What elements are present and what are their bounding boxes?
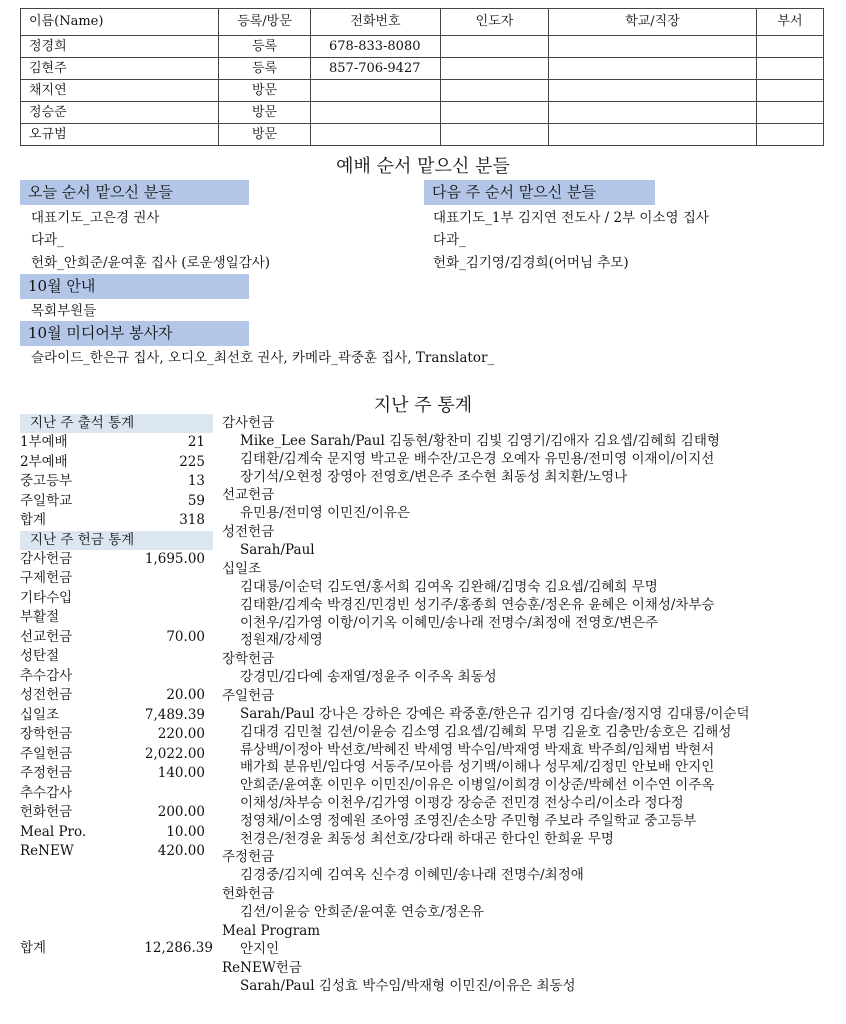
header-type: 등록/방문 xyxy=(219,9,311,36)
stat-row xyxy=(20,472,213,492)
stat-value: 10.00 xyxy=(166,823,205,840)
stat-row xyxy=(20,511,213,531)
registration-header-row xyxy=(21,9,824,36)
stat-row xyxy=(20,706,213,726)
cell-department xyxy=(757,102,824,124)
stat-value: 140.00 xyxy=(157,765,205,781)
stat-label: 선교헌금 xyxy=(20,628,73,645)
cell-school-work xyxy=(549,124,757,146)
stat-row xyxy=(20,667,213,687)
offering-header: 지난 주 헌금 통계 xyxy=(20,531,213,550)
header-department: 부서 xyxy=(757,9,824,36)
next-line: 다과_ xyxy=(433,232,466,248)
donor-names-line: 강경민/김다예 송재열/정윤주 이주옥 최동성 xyxy=(240,669,497,686)
offering-list xyxy=(20,550,213,862)
header-referrer: 인도자 xyxy=(441,9,549,36)
stat-label: 십일조 xyxy=(20,706,60,723)
header-name: 이름(Name) xyxy=(21,9,219,36)
cell-referrer xyxy=(441,58,549,80)
cell-phone: 678-833-8080 xyxy=(311,36,441,58)
donor-names-line: Sarah/Paul 강나은 강하은 강예은 곽중훈/한은규 김기영 김다솔/정지영 김대룡/이순덕 xyxy=(240,705,750,722)
registration-row xyxy=(21,124,824,146)
cell-department xyxy=(757,36,824,58)
donor-category: 헌화헌금 xyxy=(222,886,275,903)
donor-category: ReNEW헌금 xyxy=(222,959,302,976)
stat-row xyxy=(20,492,213,512)
donor-names-line: Sarah/Paul xyxy=(240,542,315,559)
cell-type: 방문 xyxy=(219,102,311,124)
stat-value: 200.00 xyxy=(157,804,205,820)
donor-names-line: 이채성/차부승 이천우/김가영 이평강 장승준 전민경 전상수리/이소라 정다정 xyxy=(240,794,684,811)
cell-referrer xyxy=(441,36,549,58)
media-volunteers-header: 10월 미디어부 봉사자 xyxy=(20,321,249,346)
today-line: 대표기도_고은경 권사 xyxy=(31,210,160,226)
donor-names-line: 류상백/이정아 박선호/박혜진 박세영 박수임/박재영 박재효 박주희/임채범 박현서 xyxy=(240,741,715,758)
cell-name: 오규범 xyxy=(21,124,219,146)
stat-value: 70.00 xyxy=(166,628,205,645)
stat-value xyxy=(205,784,213,804)
cell-name: 채지연 xyxy=(21,80,219,102)
donor-names-line: 김태환/김계숙 문지영 박고운 배수잔/고은경 오예자 유민용/전미영 이재이/이지선 xyxy=(240,450,715,467)
next-order-header: 다음 주 순서 맡으신 분들 xyxy=(424,180,655,205)
stat-label: 구제헌금 xyxy=(20,570,73,586)
next-line: 헌화_김기영/김경희(어머님 추모) xyxy=(433,255,629,271)
stat-row xyxy=(20,628,213,648)
stat-label: 1부예배 xyxy=(20,434,68,450)
stat-label: 헌화헌금 xyxy=(20,804,73,820)
stat-label: 장학헌금 xyxy=(20,726,73,742)
next-line: 대표기도_1부 김지연 전도사 / 2부 이소영 집사 xyxy=(433,210,709,226)
donor-category: Meal Program xyxy=(222,922,321,939)
stat-label: 중고등부 xyxy=(20,473,73,489)
cell-name: 정경희 xyxy=(21,36,219,58)
stat-value xyxy=(205,589,213,609)
donor-category: 선교헌금 xyxy=(222,487,275,504)
stat-value: 1,695.00 xyxy=(144,550,205,567)
attendance-list xyxy=(20,433,213,531)
stat-value: 225 xyxy=(179,453,205,470)
registration-table xyxy=(20,8,824,146)
offering-total-value: 12,286.39 xyxy=(144,939,213,956)
registration-row xyxy=(21,58,824,80)
donor-names-line: 배가희 분유빈/임다영 서동주/모아름 성기백/이해나 성무제/김정민 안보배 안지인 xyxy=(240,759,715,776)
cell-type: 등록 xyxy=(219,58,311,80)
stat-label: 주일헌금 xyxy=(20,745,73,762)
stat-row xyxy=(20,453,213,473)
stat-value: 2,022.00 xyxy=(144,745,205,762)
stat-row xyxy=(20,803,213,823)
cell-name: 정승준 xyxy=(21,102,219,124)
stats-title: 지난 주 통계 xyxy=(373,395,473,416)
stat-label: 성전헌금 xyxy=(20,687,73,703)
stat-row xyxy=(20,725,213,745)
stat-label: 추수감사 xyxy=(20,784,73,801)
stat-row xyxy=(20,550,213,570)
cell-name: 김현주 xyxy=(21,58,219,80)
offering-total-label: 합계 xyxy=(20,939,47,956)
stat-value xyxy=(205,647,213,667)
stat-row xyxy=(20,764,213,784)
donor-category: 십일조 xyxy=(222,560,262,577)
stat-label: 추수감사 xyxy=(20,667,73,684)
stat-value: 220.00 xyxy=(157,726,205,742)
today-line: 헌화_안희준/윤여훈 집사 (로운생일감사) xyxy=(31,255,271,271)
stat-label: 주일학교 xyxy=(20,492,73,509)
stat-row xyxy=(20,589,213,609)
stat-row xyxy=(20,433,213,453)
attendance-header: 지난 주 출석 통계 xyxy=(20,414,213,433)
stat-value xyxy=(205,667,213,687)
donor-names-line: 김경중/김지예 김여옥 신수경 이혜민/송나래 전명수/최정애 xyxy=(240,867,584,884)
donor-names-line: 정원재/강세영 xyxy=(240,632,323,649)
cell-phone xyxy=(311,80,441,102)
stats-summary-column xyxy=(20,414,213,958)
cell-type: 방문 xyxy=(219,124,311,146)
cell-phone: 857-706-9427 xyxy=(311,58,441,80)
stat-value: 21 xyxy=(187,434,205,450)
donor-names-line: 김대경 김민철 김션/이윤승 김소영 김요셉/김혜희 무명 김윤호 김충만/송호은 김해성 xyxy=(240,723,732,740)
donor-names-line: Mike_Lee Sarah/Paul 김동현/황찬미 김빛 김영기/김애자 김요셉/김혜희 김태형 xyxy=(240,433,720,449)
cell-school-work xyxy=(549,80,757,102)
cell-type: 등록 xyxy=(219,36,311,58)
stat-row xyxy=(20,608,213,628)
donor-names-line: 김대룡/이순덕 김도연/홍서희 김여옥 김완해/김명숙 김요셉/김혜희 무명 xyxy=(240,578,658,595)
donor-category: 주일헌금 xyxy=(222,687,275,704)
stat-value xyxy=(205,608,213,628)
stat-label: 부활절 xyxy=(20,609,60,625)
cell-department xyxy=(757,58,824,80)
donor-category: 성전헌금 xyxy=(222,524,275,541)
stat-value: 420.00 xyxy=(157,843,205,859)
stat-label: Meal Pro. xyxy=(20,823,87,840)
stat-value: 13 xyxy=(187,473,205,489)
cell-school-work xyxy=(549,102,757,124)
october-notice-header: 10월 안내 xyxy=(20,274,249,299)
donor-names-line: 유민용/전미영 이민진/이유은 xyxy=(240,505,410,522)
donor-names-line: 김태환/김계숙 박경진/민경빈 성기주/홍종희 연승훈/정온유 윤혜은 이채성/차부승 xyxy=(240,596,715,613)
donor-names-line: 천경은/천경윤 최동성 최선호/강다래 하대곤 한다인 한희윤 무명 xyxy=(240,830,614,847)
registration-row xyxy=(21,36,824,58)
cell-phone xyxy=(311,124,441,146)
october-notice-line: 목회부원들 xyxy=(31,303,97,319)
stat-value: 20.00 xyxy=(166,687,205,703)
stat-label: 감사헌금 xyxy=(20,550,73,567)
donor-names-line: 장기석/오현정 장영아 전영호/변은주 조수현 최동성 최치환/노영나 xyxy=(240,468,628,485)
stat-value: 59 xyxy=(187,492,205,509)
cell-school-work xyxy=(549,36,757,58)
service-order-title: 예배 순서 맡으신 분들 xyxy=(336,156,510,177)
donor-names-line: 안희준/윤여훈 이민우 이민진/이유은 이병일/이희경 이상준/박혜선 이수연 이주옥 xyxy=(240,777,715,794)
stat-label: 합계 xyxy=(20,512,47,528)
stat-row xyxy=(20,647,213,667)
offering-total-row xyxy=(20,939,213,959)
donor-category: 주정헌금 xyxy=(222,849,275,866)
donor-names-line: 정영채/이소영 정예원 조아영 조영진/손소망 주민형 주보라 주일학교 중고등부 xyxy=(240,812,697,829)
donor-category: 감사헌금 xyxy=(222,415,275,431)
stat-row xyxy=(20,823,213,843)
today-order-header: 오늘 순서 맡으신 분들 xyxy=(20,180,249,205)
stat-value: 7,489.39 xyxy=(144,706,205,723)
donor-category: 장학헌금 xyxy=(222,651,275,668)
stat-label: 기타수입 xyxy=(20,589,73,606)
cell-department xyxy=(757,80,824,102)
stat-label: 2부예배 xyxy=(20,453,68,470)
stat-label: 주정헌금 xyxy=(20,765,73,781)
cell-department xyxy=(757,124,824,146)
stat-row xyxy=(20,686,213,706)
stat-row xyxy=(20,569,213,589)
donor-names-line: 김션/이윤승 안희준/윤여훈 연승호/정온유 xyxy=(240,904,484,921)
today-line: 다과_ xyxy=(31,232,64,248)
cell-referrer xyxy=(441,124,549,146)
stat-row xyxy=(20,745,213,765)
cell-referrer xyxy=(441,80,549,102)
cell-referrer xyxy=(441,102,549,124)
stat-label: ReNEW xyxy=(20,843,74,859)
donor-names-line: 안지인 xyxy=(240,940,280,957)
donor-names-line: Sarah/Paul 김성효 박수임/박재형 이민진/이유은 최동성 xyxy=(240,977,576,994)
stat-row xyxy=(20,842,213,862)
stat-value: 318 xyxy=(179,512,205,528)
registration-row xyxy=(21,102,824,124)
cell-type: 방문 xyxy=(219,80,311,102)
cell-school-work xyxy=(549,58,757,80)
stat-value xyxy=(205,569,213,589)
donor-list xyxy=(222,414,832,996)
header-school-work: 학교/직장 xyxy=(549,9,757,36)
registration-row xyxy=(21,80,824,102)
stat-label: 성탄절 xyxy=(20,648,60,664)
donor-names-line: 이천우/김가영 이항/이기옥 이혜민/송나래 전명수/최정애 전영호/변은주 xyxy=(240,614,659,631)
media-volunteers-line: 슬라이드_한은규 집사, 오디오_최선호 권사, 카메라_곽중훈 집사, Translator_ xyxy=(31,350,495,366)
header-phone: 전화번호 xyxy=(311,9,441,36)
stat-row xyxy=(20,784,213,804)
cell-phone xyxy=(311,102,441,124)
